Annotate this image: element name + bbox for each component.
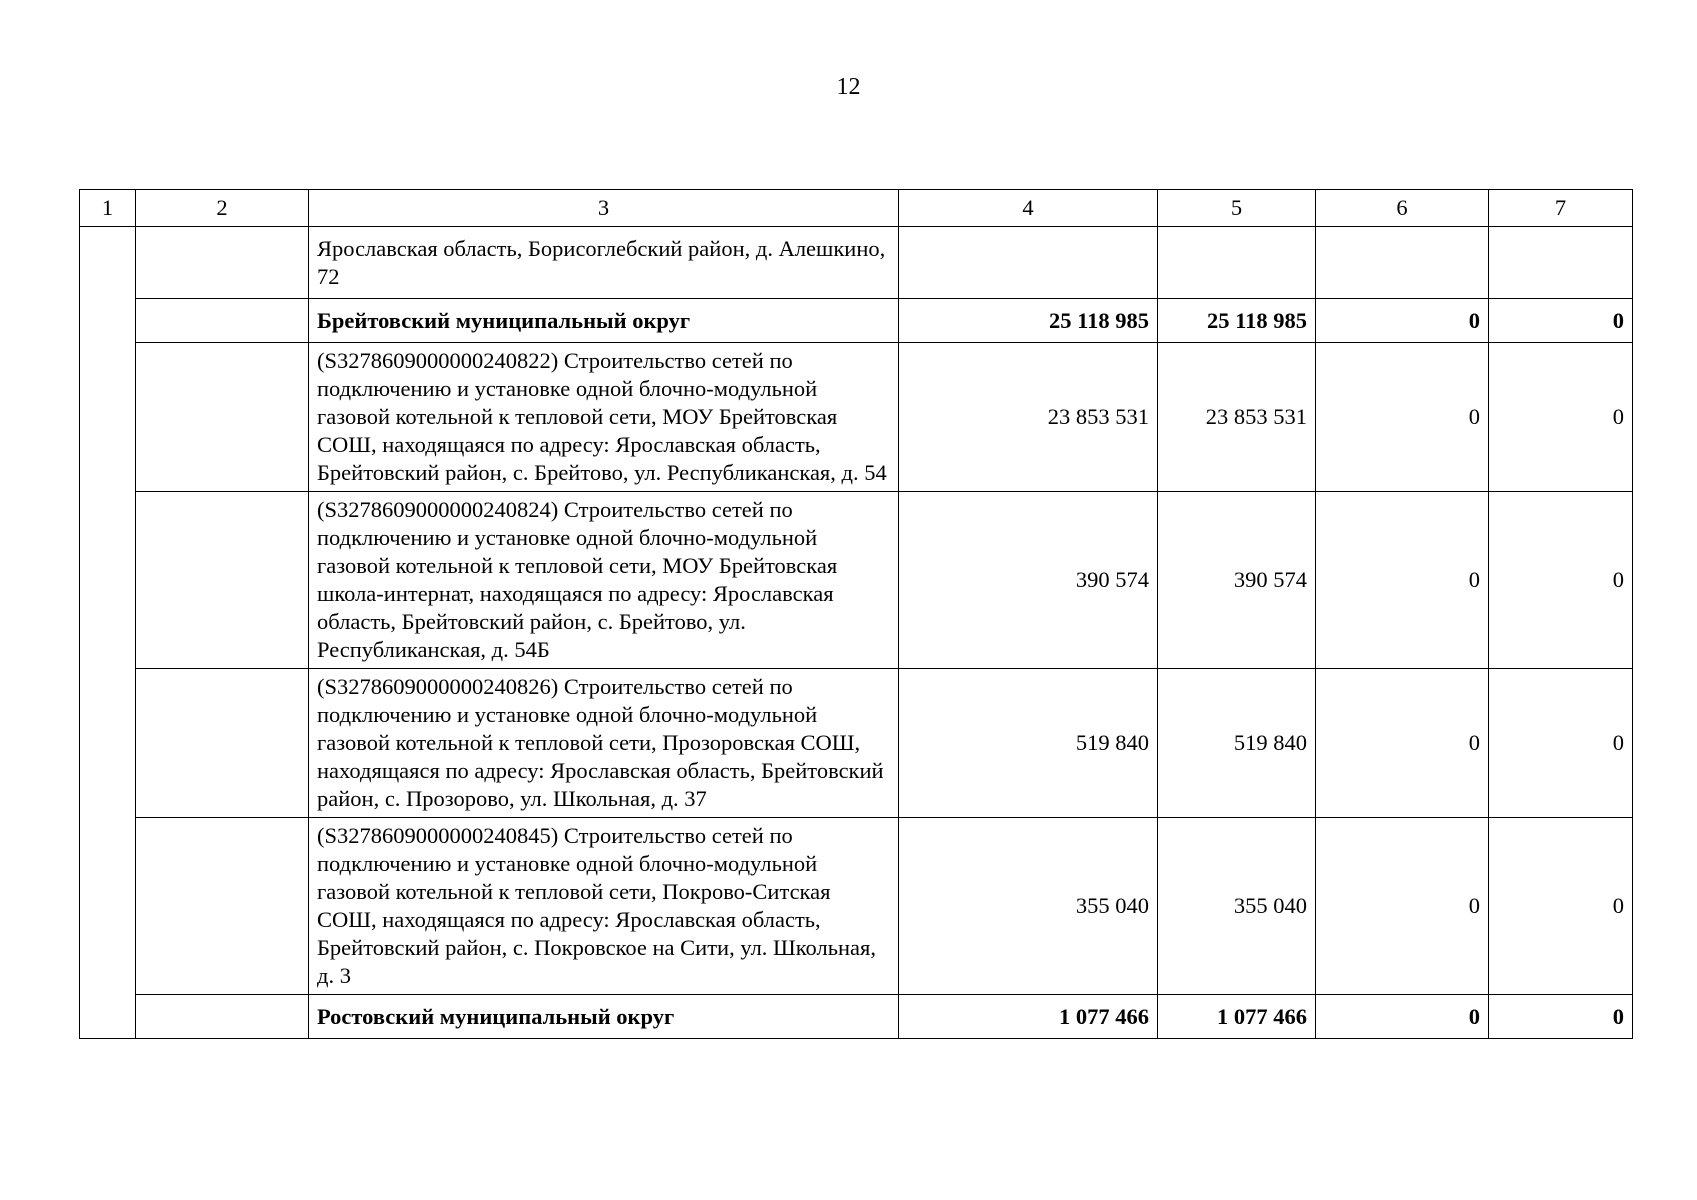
value-col-5 — [1158, 227, 1316, 299]
row-number-cell — [80, 227, 136, 1039]
code-cell — [136, 995, 309, 1039]
description-cell: Ростовский муниципальный округ — [309, 995, 899, 1039]
description-cell: (S3278609000000240822) Строительство сетей по подключению и установке одной блочно-модульной газовой котельной к тепловой сети, МОУ Брейтовская СОШ, находящаяся по адресу: Ярославская область, Брейтовский район, с. Брейтово, ул. Республиканская, д. 54 — [309, 343, 899, 492]
value-col-6 — [1316, 227, 1489, 299]
table-row — [80, 343, 1633, 492]
header-col-6: 6 — [1316, 190, 1489, 227]
value-col-4: 519 840 — [899, 669, 1158, 818]
code-cell — [136, 227, 309, 299]
value-col-5: 25 118 985 — [1158, 299, 1316, 343]
value-col-4: 23 853 531 — [899, 343, 1158, 492]
value-col-5: 519 840 — [1158, 669, 1316, 818]
header-col-3: 3 — [309, 190, 899, 227]
value-col-5: 355 040 — [1158, 818, 1316, 995]
value-col-5: 390 574 — [1158, 492, 1316, 669]
value-col-4: 1 077 466 — [899, 995, 1158, 1039]
value-col-4: 355 040 — [899, 818, 1158, 995]
value-col-6: 0 — [1316, 818, 1489, 995]
value-col-4: 390 574 — [899, 492, 1158, 669]
value-col-7: 0 — [1489, 299, 1633, 343]
code-cell — [136, 669, 309, 818]
table-row — [80, 995, 1633, 1039]
description-cell: (S3278609000000240845) Строительство сетей по подключению и установке одной блочно-модульной газовой котельной к тепловой сети, Покрово-Ситская СОШ, находящаяся по адресу: Ярославская область, Брейтовский район, с. Покровское на Сити, ул. Школьная, д. 3 — [309, 818, 899, 995]
header-col-2: 2 — [136, 190, 309, 227]
table-row — [80, 299, 1633, 343]
page-number: 12 — [836, 74, 861, 100]
table-row — [80, 669, 1633, 818]
description-cell: Ярославская область, Борисоглебский район, д. Алешкино, 72 — [309, 227, 899, 299]
value-col-6: 0 — [1316, 669, 1489, 818]
value-col-5: 23 853 531 — [1158, 343, 1316, 492]
code-cell — [136, 343, 309, 492]
header-col-5: 5 — [1158, 190, 1316, 227]
value-col-4 — [899, 227, 1158, 299]
header-col-1: 1 — [80, 190, 136, 227]
header-col-7: 7 — [1489, 190, 1633, 227]
value-col-7 — [1489, 227, 1633, 299]
code-cell — [136, 818, 309, 995]
value-col-7: 0 — [1489, 343, 1633, 492]
value-col-6: 0 — [1316, 995, 1489, 1039]
value-col-7: 0 — [1489, 995, 1633, 1039]
code-cell — [136, 492, 309, 669]
value-col-4: 25 118 985 — [899, 299, 1158, 343]
table-row — [80, 227, 1633, 299]
budget-table — [79, 189, 1633, 1039]
description-cell: (S3278609000000240824) Строительство сетей по подключению и установке одной блочно-модульной газовой котельной к тепловой сети, МОУ Брейтовская школа-интернат, находящаяся по адресу: Ярославская область, Брейтовский район, с. Брейтово, ул. Республиканская, д. 54Б — [309, 492, 899, 669]
value-col-7: 0 — [1489, 818, 1633, 995]
table-header-row — [80, 190, 1633, 227]
value-col-5: 1 077 466 — [1158, 995, 1316, 1039]
description-cell: Брейтовский муниципальный округ — [309, 299, 899, 343]
value-col-6: 0 — [1316, 492, 1489, 669]
value-col-7: 0 — [1489, 669, 1633, 818]
table-row — [80, 492, 1633, 669]
value-col-6: 0 — [1316, 299, 1489, 343]
value-col-6: 0 — [1316, 343, 1489, 492]
value-col-7: 0 — [1489, 492, 1633, 669]
header-col-4: 4 — [899, 190, 1158, 227]
description-cell: (S3278609000000240826) Строительство сетей по подключению и установке одной блочно-модульной газовой котельной к тепловой сети, Прозоровская СОШ, находящаяся по адресу: Ярославская область, Брейтовский район, с. Прозорово, ул. Школьная, д. 37 — [309, 669, 899, 818]
code-cell — [136, 299, 309, 343]
table-row — [80, 818, 1633, 995]
